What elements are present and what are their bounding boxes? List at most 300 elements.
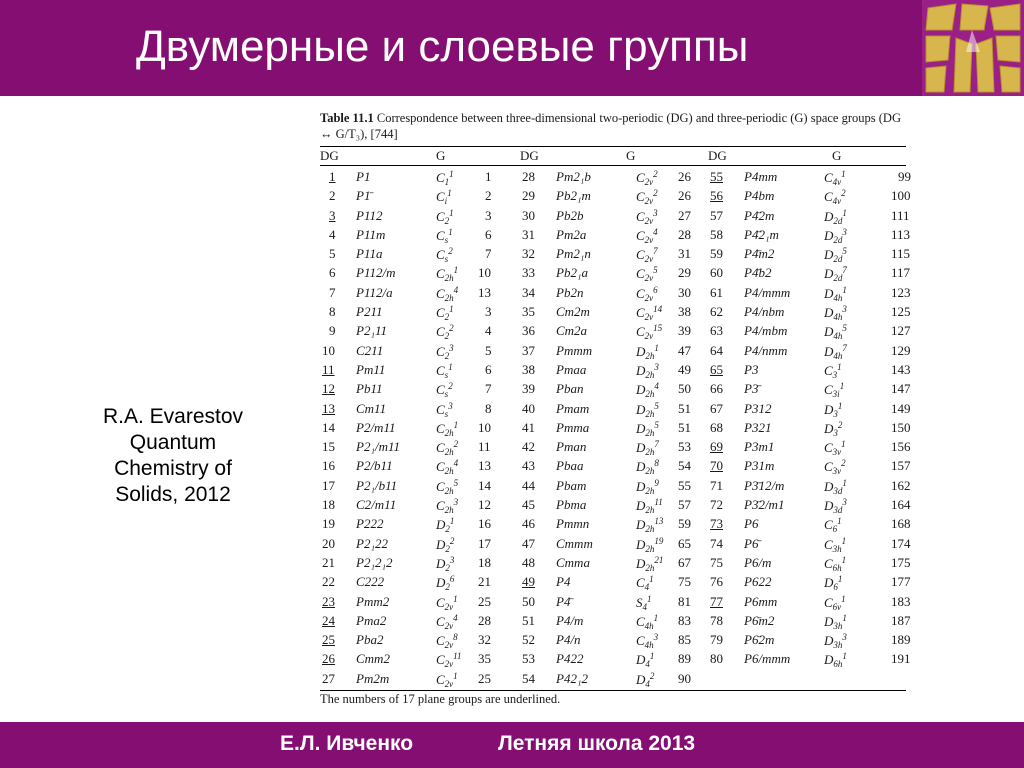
- g-subscript: 3h: [833, 640, 843, 651]
- dg-number: 30: [522, 207, 535, 223]
- dg-number: 16: [322, 458, 335, 474]
- dg-symbol: Pmmm: [556, 342, 593, 358]
- g-subscript: 2h: [645, 562, 655, 573]
- g-letter: C: [436, 305, 445, 321]
- g-schoenflies: [436, 169, 454, 187]
- g-number: 123: [891, 284, 911, 300]
- g-subscript: 2v: [444, 601, 454, 612]
- dg-number: 61: [710, 284, 723, 300]
- g-letter: C: [436, 671, 445, 687]
- dg-number: 73: [710, 516, 723, 532]
- g-schoenflies: [636, 671, 654, 689]
- g-subscript: 2: [445, 543, 450, 554]
- g-letter: C: [824, 362, 833, 378]
- g-subscript: s: [444, 234, 449, 245]
- g-number: 16: [478, 516, 491, 532]
- footer-bar: [0, 722, 1024, 768]
- dg-symbol: Pmma: [556, 419, 590, 435]
- g-schoenflies: [636, 188, 658, 206]
- g-superscript: 2: [841, 188, 846, 199]
- dg-symbol: Pmaa: [556, 361, 587, 377]
- g-schoenflies: [824, 594, 846, 612]
- g-subscript: 3v: [832, 447, 842, 458]
- g-letter: D: [636, 536, 646, 552]
- dg-number: 58: [710, 226, 723, 242]
- dg-symbol: P321: [744, 419, 772, 435]
- g-schoenflies: [636, 169, 658, 187]
- dg-number: 78: [710, 612, 723, 628]
- g-schoenflies: [636, 362, 659, 380]
- g-number: 27: [678, 207, 691, 223]
- g-number: 51: [678, 400, 691, 416]
- dg-number: 42: [522, 439, 535, 455]
- g-schoenflies: [824, 497, 847, 515]
- g-schoenflies: [436, 343, 454, 361]
- dg-symbol: Pb11: [356, 381, 383, 397]
- g-schoenflies: [636, 536, 663, 554]
- dg-symbol: C2/m11: [356, 497, 397, 513]
- g-subscript: 2h: [444, 447, 454, 458]
- dg-number: 49: [522, 574, 535, 590]
- dg-number: 36: [522, 323, 535, 339]
- g-number: 4: [485, 323, 492, 339]
- g-superscript: 2: [453, 439, 459, 450]
- dg-symbol: Cmm2: [356, 651, 390, 667]
- dg-symbol: P4̄2₁m: [744, 226, 779, 242]
- g-number: 32: [478, 632, 491, 648]
- g-schoenflies: [436, 536, 454, 554]
- g-number: 83: [678, 612, 691, 628]
- dg-symbol: P4/mbm: [744, 323, 788, 339]
- g-number: 156: [891, 439, 911, 455]
- g-letter: D: [824, 633, 834, 649]
- dg-symbol: Pban: [556, 381, 584, 397]
- g-subscript: 3i: [832, 389, 840, 400]
- g-letter: C: [436, 189, 445, 205]
- g-schoenflies: [824, 188, 846, 206]
- dg-number: 50: [522, 593, 535, 609]
- g-subscript: 3: [833, 427, 838, 438]
- g-schoenflies: [824, 381, 844, 399]
- g-superscript: 8: [654, 458, 659, 469]
- dg-number: 80: [710, 651, 723, 667]
- g-subscript: 4: [645, 659, 650, 670]
- g-schoenflies: [824, 246, 847, 264]
- dg-symbol: Pb2₁m: [556, 188, 591, 204]
- institute-logo-icon: [922, 0, 1024, 96]
- g-schoenflies: [636, 516, 663, 534]
- g-subscript: s: [444, 369, 449, 380]
- g-number: 150: [891, 419, 911, 435]
- dg-symbol: Pba2: [356, 632, 384, 648]
- g-subscript: 4: [644, 582, 650, 593]
- g-number: 143: [891, 361, 911, 377]
- g-superscript: 1: [453, 670, 458, 681]
- g-superscript: 1: [649, 651, 655, 662]
- dg-number: 24: [322, 612, 335, 628]
- g-number: 26: [678, 188, 691, 204]
- dg-symbol: P222: [356, 516, 384, 532]
- g-letter: C: [636, 324, 645, 340]
- g-number: 47: [678, 342, 691, 358]
- g-superscript: 1: [839, 381, 845, 392]
- g-schoenflies: [636, 323, 662, 341]
- g-superscript: 1: [841, 593, 846, 604]
- dg-symbol: Pm11: [356, 361, 386, 377]
- g-schoenflies: [824, 208, 847, 226]
- g-superscript: 3: [654, 361, 659, 372]
- g-schoenflies: [636, 381, 659, 399]
- dg-number: 4: [329, 226, 336, 242]
- g-number: 11: [478, 439, 491, 455]
- g-superscript: 1: [649, 574, 654, 585]
- g-number: 2: [485, 188, 492, 204]
- g-superscript: 1: [449, 516, 455, 527]
- g-schoenflies: [436, 516, 454, 534]
- dg-symbol: P211: [356, 304, 383, 320]
- g-superscript: 1: [842, 477, 847, 488]
- g-letter: C: [636, 305, 645, 321]
- g-superscript: 5: [654, 400, 659, 411]
- g-letter: C: [436, 247, 445, 263]
- g-schoenflies: [436, 265, 458, 283]
- g-schoenflies: [436, 555, 454, 573]
- title-bar: [0, 0, 1024, 96]
- dg-number: 14: [322, 419, 335, 435]
- g-schoenflies: [636, 343, 659, 361]
- g-superscript: 1: [447, 188, 452, 199]
- g-letter: D: [824, 575, 834, 591]
- g-subscript: 2v: [644, 234, 654, 245]
- dg-number: 51: [522, 612, 535, 628]
- g-subscript: 6h: [833, 659, 843, 670]
- g-schoenflies: [436, 613, 458, 631]
- dg-number: 68: [710, 419, 723, 435]
- g-number: 111: [891, 207, 910, 223]
- g-letter: C: [636, 247, 645, 263]
- g-schoenflies: [824, 516, 842, 534]
- g-superscript: 1: [453, 419, 459, 430]
- g-letter: C: [636, 613, 645, 629]
- dg-number: 39: [522, 381, 535, 397]
- g-number: 54: [678, 458, 691, 474]
- g-superscript: 4: [453, 612, 458, 623]
- dg-number: 19: [322, 516, 335, 532]
- dg-symbol: P112/m: [356, 265, 396, 281]
- dg-number: 1: [329, 169, 336, 184]
- dg-symbol: P6/m: [744, 554, 772, 570]
- g-superscript: 5: [842, 323, 847, 334]
- table-row: [320, 342, 911, 361]
- dg-symbol: P2₁/b11: [356, 477, 398, 493]
- g-subscript: 3: [832, 369, 838, 380]
- g-letter: D: [824, 652, 834, 668]
- dg-symbol: P2/b11: [356, 458, 393, 474]
- g-superscript: 14: [653, 304, 663, 315]
- g-number: 149: [891, 400, 911, 416]
- dg-symbol: Pma2: [356, 612, 387, 628]
- dg-symbol: P4/mmm: [744, 284, 791, 300]
- g-superscript: 1: [842, 207, 847, 218]
- dg-number: 54: [522, 670, 535, 686]
- dg-number: 35: [522, 304, 535, 320]
- g-schoenflies: [824, 285, 847, 303]
- book-reference: [60, 404, 286, 508]
- g-schoenflies: [824, 651, 847, 669]
- g-schoenflies: [436, 246, 453, 264]
- dg-symbol: Pbam: [556, 477, 587, 493]
- g-subscript: 6: [832, 524, 838, 535]
- g-letter: C: [824, 170, 833, 185]
- g-superscript: 15: [653, 323, 663, 334]
- table-row: [320, 187, 911, 207]
- g-subscript: 2h: [645, 543, 655, 554]
- dg-number: 8: [329, 304, 336, 320]
- g-number: 174: [891, 535, 911, 551]
- g-letter: D: [636, 420, 646, 436]
- dg-number: 47: [522, 535, 535, 551]
- g-letter: D: [824, 420, 834, 436]
- g-number: 59: [678, 516, 691, 532]
- g-number: 117: [891, 265, 911, 281]
- g-superscript: 3: [842, 304, 847, 315]
- g-superscript: 1: [448, 226, 453, 237]
- g-letter: D: [636, 382, 646, 398]
- g-schoenflies: [636, 439, 659, 457]
- g-superscript: 2: [449, 323, 454, 334]
- g-letter: C: [824, 189, 833, 205]
- g-schoenflies: [636, 227, 658, 245]
- table-row: [320, 535, 911, 554]
- dg-symbol: Pm2₁b: [556, 169, 591, 184]
- g-number: 7: [485, 246, 492, 262]
- g-schoenflies: [636, 420, 659, 438]
- g-superscript: 21: [654, 554, 664, 565]
- g-letter: C: [436, 652, 445, 668]
- dg-number: 69: [710, 439, 723, 455]
- table-header: [320, 146, 906, 166]
- g-number: 7: [485, 381, 492, 397]
- g-superscript: 1: [841, 439, 846, 450]
- g-letter: D: [636, 343, 646, 359]
- g-schoenflies: [824, 478, 847, 496]
- g-superscript: 3: [453, 497, 459, 508]
- g-subscript: 2: [444, 215, 450, 226]
- g-number: 10: [478, 419, 491, 435]
- g-superscript: 4: [654, 381, 659, 392]
- g-subscript: 2v: [644, 312, 654, 323]
- g-number: 25: [478, 670, 491, 686]
- g-letter: C: [436, 343, 445, 359]
- table-body: [320, 168, 911, 689]
- dg-number: 52: [522, 632, 535, 648]
- g-schoenflies: [824, 362, 842, 380]
- g-letter: D: [636, 459, 646, 475]
- g-number: 57: [678, 497, 691, 513]
- dg-symbol: P112: [356, 207, 383, 223]
- g-schoenflies: [824, 169, 846, 187]
- g-subscript: 2h: [645, 369, 655, 380]
- g-letter: C: [436, 324, 445, 340]
- dg-number: 15: [322, 439, 335, 455]
- g-superscript: 5: [842, 246, 847, 257]
- table-row: [320, 361, 911, 380]
- g-schoenflies: [436, 651, 462, 669]
- g-superscript: 1: [449, 169, 454, 179]
- g-letter: C: [636, 285, 645, 301]
- dg-symbol: Pm2m: [356, 670, 390, 686]
- g-number: 14: [478, 477, 491, 493]
- g-subscript: i: [444, 196, 448, 207]
- table-row: [320, 264, 911, 284]
- g-schoenflies: [636, 208, 658, 226]
- dg-number: 59: [710, 246, 723, 262]
- dg-symbol: P4bm: [744, 188, 775, 204]
- g-subscript: 2h: [645, 389, 655, 400]
- g-subscript: 2h: [444, 273, 454, 284]
- g-number: 157: [891, 458, 911, 474]
- dg-number: 34: [522, 284, 535, 300]
- g-letter: C: [436, 170, 445, 185]
- g-schoenflies: [824, 420, 842, 438]
- dg-symbol: P1: [356, 169, 371, 184]
- table-row: [320, 496, 911, 516]
- dg-number: 13: [322, 400, 335, 416]
- dg-number: 26: [322, 651, 335, 667]
- dg-number: 3: [329, 207, 336, 223]
- dg-symbol: Cm2a: [556, 323, 588, 339]
- g-subscript: 2h: [645, 350, 655, 361]
- g-schoenflies: [436, 285, 458, 303]
- g-schoenflies: [824, 304, 847, 322]
- g-number: 28: [478, 612, 491, 628]
- g-number: 5: [485, 342, 492, 358]
- g-superscript: 9: [654, 477, 659, 488]
- table-row: [320, 226, 911, 245]
- g-superscript: 1: [453, 593, 458, 604]
- g-number: 49: [678, 361, 691, 377]
- dg-symbol: P4̄b2: [744, 265, 772, 281]
- dg-number: 71: [710, 477, 723, 493]
- g-superscript: 11: [654, 497, 663, 508]
- g-subscript: 2: [444, 331, 450, 342]
- g-number: 13: [478, 284, 491, 300]
- g-letter: C: [436, 285, 445, 301]
- dg-number: 9: [329, 323, 336, 339]
- dg-number: 41: [522, 419, 535, 435]
- g-letter: D: [636, 362, 646, 378]
- g-subscript: 2v: [644, 215, 654, 226]
- dg-number: 33: [522, 265, 535, 281]
- g-superscript: 2: [841, 458, 846, 469]
- g-superscript: 1: [841, 169, 846, 179]
- g-letter: C: [636, 208, 645, 224]
- g-superscript: 3: [842, 497, 847, 508]
- dg-symbol: P6̄: [744, 535, 759, 551]
- dg-symbol: P2₁22: [356, 535, 388, 551]
- table-row: [320, 284, 911, 303]
- g-subscript: 2v: [644, 254, 654, 265]
- g-letter: D: [436, 517, 446, 533]
- g-letter: C: [436, 266, 445, 282]
- dg-symbol: P3̄2/m1: [744, 497, 785, 513]
- dg-symbol: P2₁11: [356, 323, 387, 339]
- dg-symbol: P2/m11: [356, 419, 396, 435]
- g-letter: D: [824, 478, 834, 494]
- g-superscript: 2: [837, 419, 843, 430]
- g-number: 3: [485, 207, 492, 223]
- g-letter: C: [436, 633, 445, 649]
- g-subscript: 2d: [833, 273, 843, 284]
- g-number: 67: [678, 554, 691, 570]
- g-superscript: 3: [449, 554, 455, 565]
- g-subscript: 2d: [833, 234, 843, 245]
- g-subscript: 3d: [833, 505, 843, 516]
- g-number: 189: [891, 632, 911, 648]
- g-number: 191: [891, 651, 911, 667]
- dg-symbol: P2₁2₁2: [356, 554, 393, 570]
- table-row: [320, 631, 911, 651]
- g-schoenflies: [636, 265, 658, 283]
- g-superscript: 6: [653, 284, 658, 295]
- g-number: 51: [678, 419, 691, 435]
- g-letter: C: [636, 266, 645, 282]
- g-subscript: 2d: [833, 215, 843, 226]
- g-schoenflies: [824, 458, 846, 476]
- dg-symbol: Cm11: [356, 400, 387, 416]
- g-letter: C: [436, 420, 445, 436]
- table-footnote: The numbers of 17 plane groups are underlined.: [320, 690, 906, 707]
- g-schoenflies: [636, 478, 659, 496]
- g-letter: D: [436, 555, 446, 571]
- dg-symbol: P6/mmm: [744, 651, 791, 667]
- g-superscript: 2: [448, 381, 453, 392]
- g-letter: D: [824, 247, 834, 263]
- g-number: 55: [678, 477, 691, 493]
- dg-symbol: P3̄12/m: [744, 477, 785, 493]
- table-row: [320, 380, 911, 400]
- g-subscript: 2: [445, 582, 450, 593]
- g-subscript: 2: [445, 524, 450, 535]
- g-letter: C: [436, 594, 445, 610]
- dg-number: 45: [522, 497, 535, 513]
- g-number: 13: [478, 458, 491, 474]
- g-subscript: 2h: [645, 408, 655, 419]
- dg-symbol: P4/nmm: [744, 342, 788, 358]
- g-number: 65: [678, 535, 691, 551]
- table-row: [320, 400, 911, 419]
- column-header: G: [436, 148, 446, 163]
- g-subscript: 4: [645, 678, 650, 689]
- g-superscript: 1: [837, 574, 843, 585]
- g-subscript: 3h: [832, 543, 842, 554]
- table-row: [320, 515, 911, 535]
- g-number: 81: [678, 593, 691, 609]
- g-subscript: 2: [444, 350, 450, 361]
- g-superscript: 1: [654, 342, 659, 353]
- g-schoenflies: [824, 613, 847, 631]
- dg-symbol: Pmmn: [556, 516, 590, 532]
- g-schoenflies: [436, 594, 458, 612]
- g-letter: C: [436, 613, 445, 629]
- g-superscript: 6: [449, 574, 455, 585]
- g-superscript: 2: [448, 246, 453, 257]
- g-letter: C: [436, 208, 445, 224]
- dg-symbol: P11m: [356, 226, 386, 242]
- g-subscript: 2v: [444, 620, 454, 631]
- table-row: [320, 419, 911, 438]
- g-number: 18: [478, 554, 491, 570]
